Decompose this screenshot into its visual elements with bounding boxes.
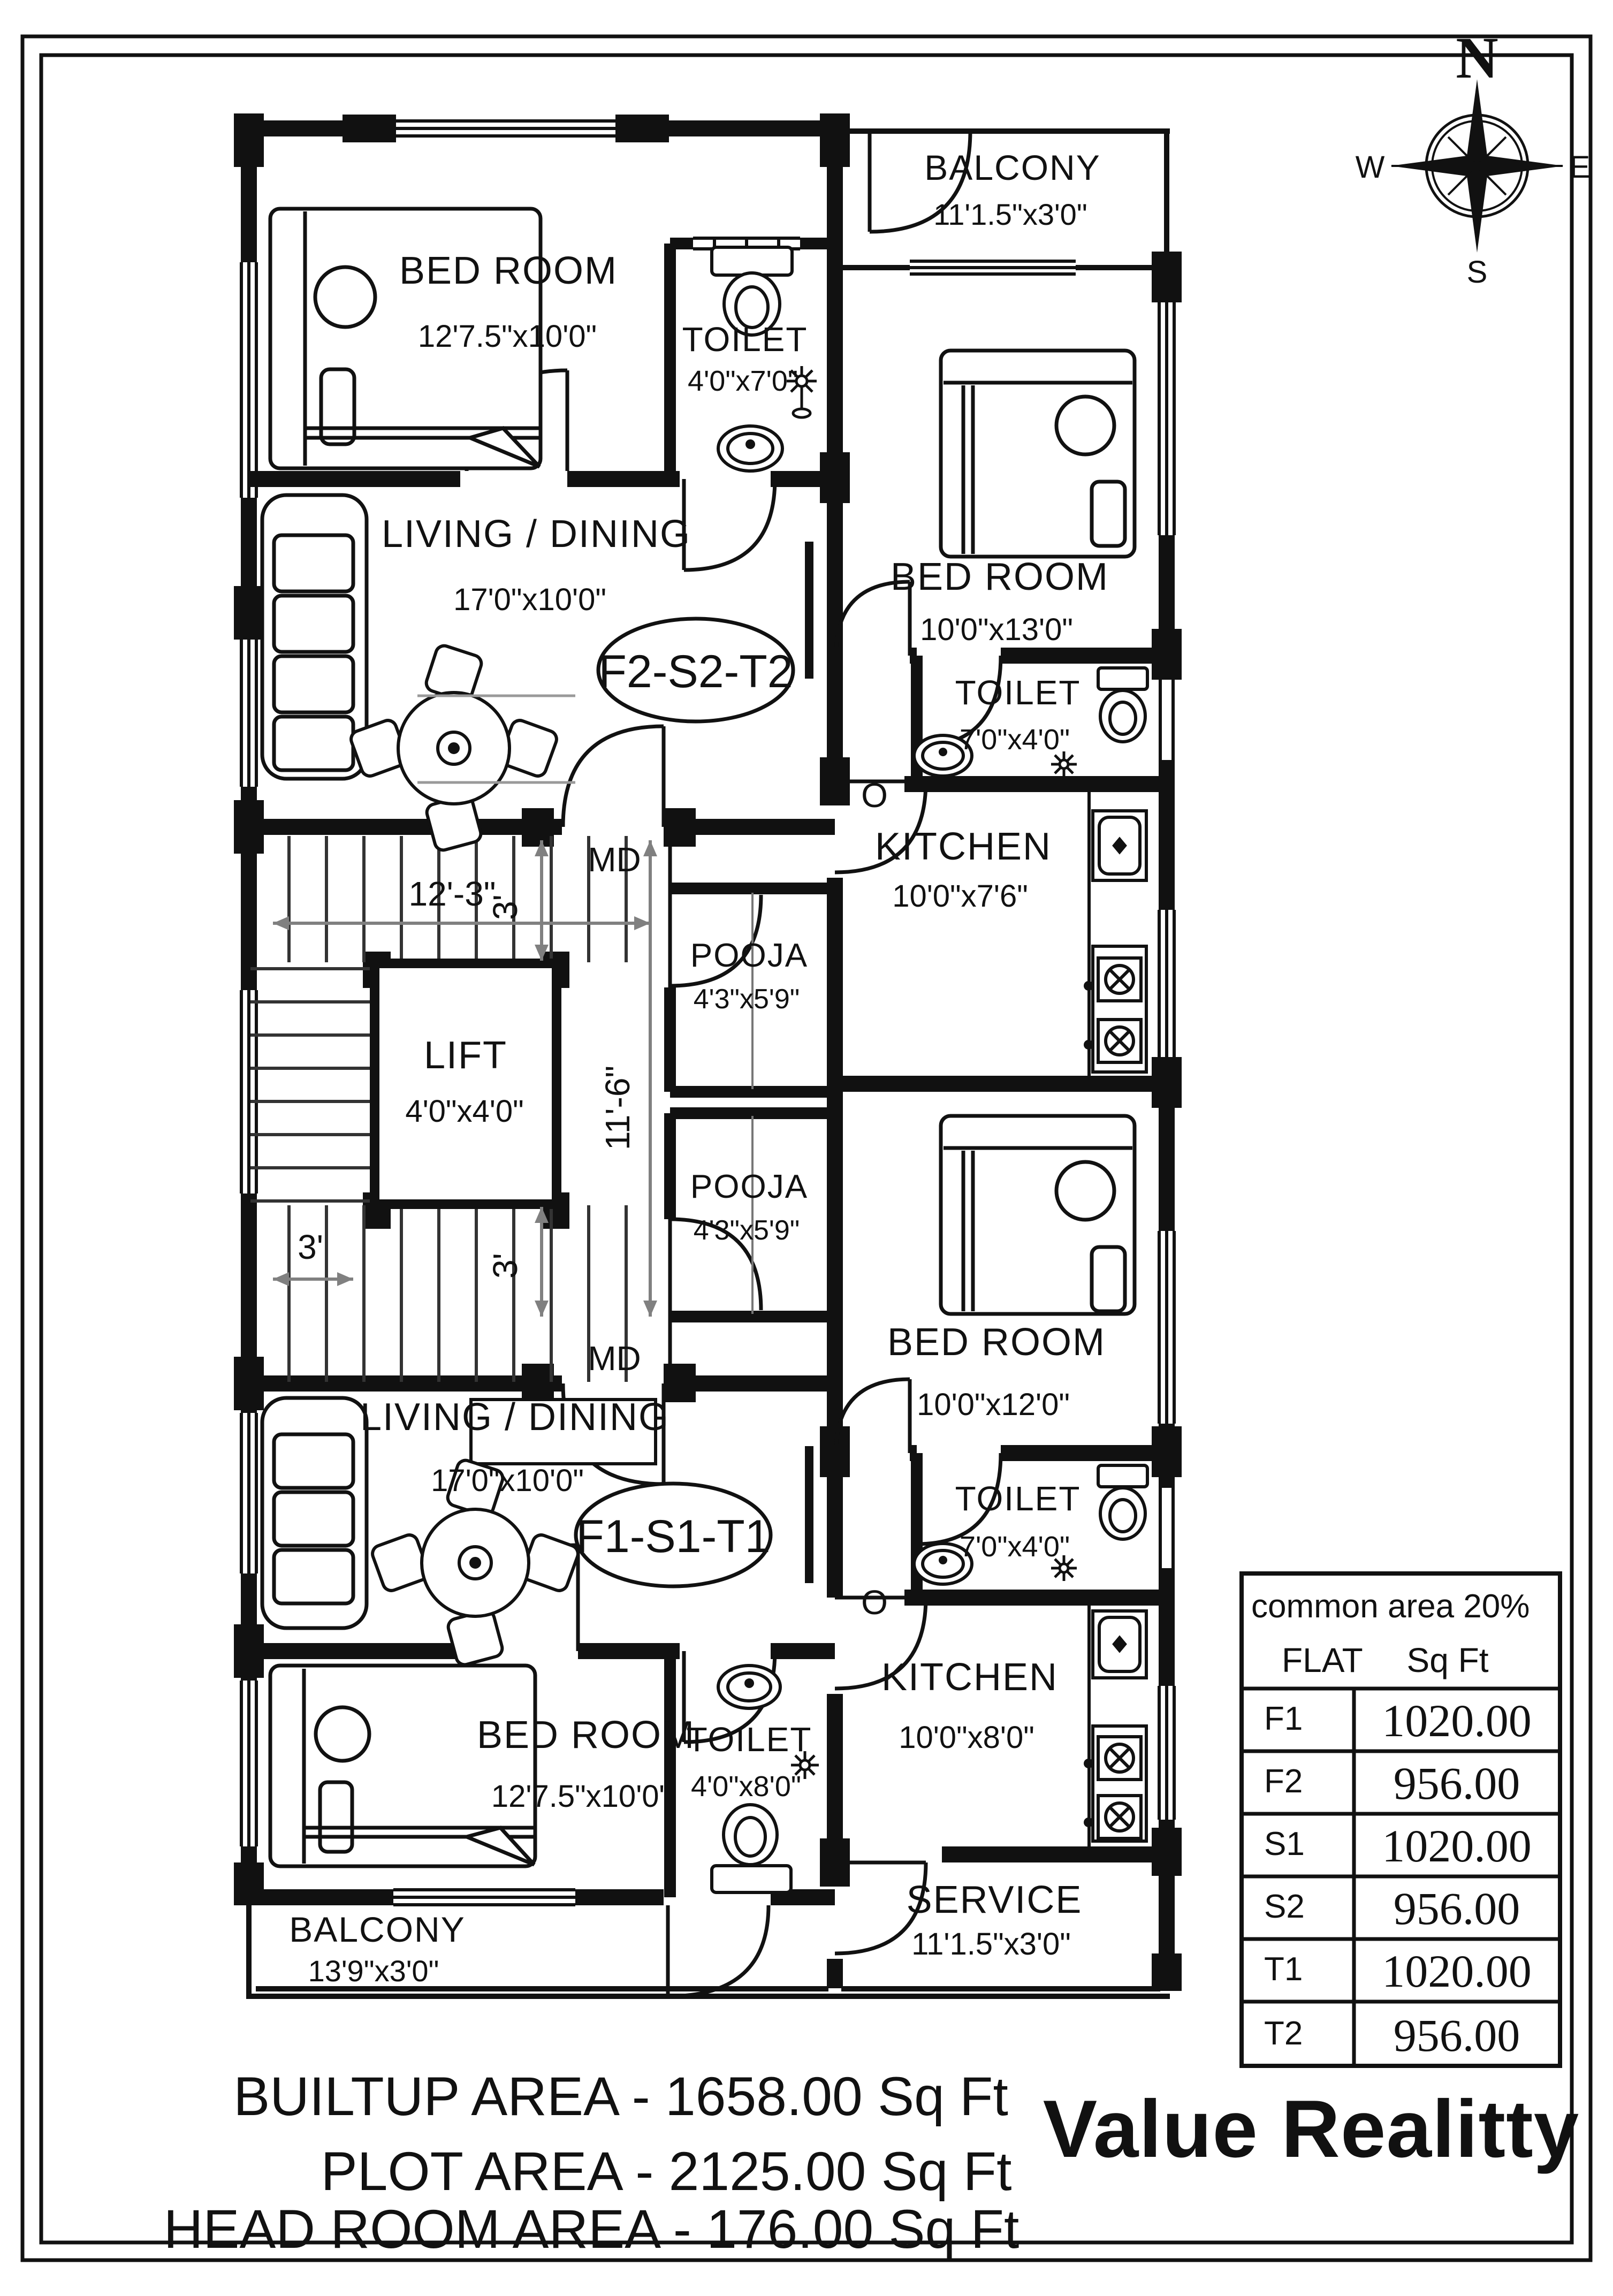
bed [270,1666,535,1866]
room-label-pooja-f1 [690,1168,808,1246]
svg-text:TOILET: TOILET [955,673,1081,712]
window-icon [391,118,626,139]
kitchen-counter [1085,1598,1146,1854]
svg-text:BED ROOM: BED ROOM [890,556,1109,598]
window-icon [910,261,1076,274]
svg-text:11'1.5"x3'0": 11'1.5"x3'0" [933,197,1087,231]
lift-shaft [375,963,557,1204]
table-cell: 1020.00 [1382,1820,1532,1872]
svg-text:4'3"x5'9": 4'3"x5'9" [693,984,800,1015]
svg-text:POOJA: POOJA [690,1168,809,1205]
svg-text:10'0"x7'6": 10'0"x7'6" [892,879,1028,914]
svg-text:BALCONY: BALCONY [289,1910,466,1949]
room-label-bedroom-f2-right [891,556,1109,647]
room-label-kitchen-f1 [881,1656,1058,1755]
area-summary [164,2066,1019,2260]
compass-south-label: S [1466,255,1488,290]
svg-text:BED ROOM: BED ROOM [399,249,618,292]
svg-text:KITCHEN: KITCHEN [874,825,1052,868]
svg-text:SERVICE: SERVICE [906,1879,1083,1921]
compass-rose [1356,25,1591,290]
svg-text:4'0"x7'0": 4'0"x7'0" [687,365,798,397]
svg-text:LIVING / DINING: LIVING / DINING [381,513,691,556]
opening-mark-upper: O [861,776,888,815]
table-cell: F2 [1264,1763,1303,1800]
bed [941,1116,1135,1314]
stove-icon [1085,946,1146,1072]
table-col-sqft: Sq Ft [1406,1641,1489,1679]
svg-text:12'7.5"x10'0": 12'7.5"x10'0" [417,319,597,354]
stove-icon [1085,1726,1146,1841]
builtup-area-text: BUILTUP AREA - 1658.00 Sq Ft [233,2066,1008,2127]
dim-landing-left: 3' [298,1228,323,1266]
svg-text:BED ROOM: BED ROOM [476,1714,696,1757]
svg-text:KITCHEN: KITCHEN [881,1656,1059,1699]
svg-text:10'0"x8'0": 10'0"x8'0" [899,1720,1034,1755]
window-icon [241,632,256,787]
svg-text:LIFT: LIFT [423,1034,508,1077]
svg-text:7'0"x4'0": 7'0"x4'0" [959,1531,1070,1563]
brand-name: Value Realitty [1043,2084,1580,2175]
table-cell: F1 [1264,1700,1303,1737]
door-arc-icon [563,726,664,827]
table-cell: T2 [1264,2015,1303,2052]
room-label-service [907,1879,1083,1962]
svg-text:17'0"x10'0": 17'0"x10'0" [453,582,606,617]
sink-icon [1093,811,1146,880]
svg-text:7'0"x4'0": 7'0"x4'0" [959,724,1070,756]
kitchen-counter [1085,784,1146,1084]
sink-icon [1093,1611,1146,1678]
unit-label-lower: F1-S1-T1 [576,1511,771,1562]
table-cell: 1020.00 [1382,1945,1532,1997]
stair-treads-landing [250,969,375,1201]
dim-stair-height: 11'-6" [598,1065,637,1151]
svg-text:13'9"x3'0": 13'9"x3'0" [308,1954,439,1988]
room-label-bedroom-f1-right [887,1321,1106,1422]
table-cell: 956.00 [1393,1758,1520,1809]
svg-text:10'0"x13'0": 10'0"x13'0" [920,612,1073,647]
svg-text:4'0"x8'0": 4'0"x8'0" [690,1770,802,1803]
svg-text:11'1.5"x3'0": 11'1.5"x3'0" [911,1927,1071,1962]
room-label-balcony-f2 [924,148,1100,231]
plot-area-text: PLOT AREA - 2125.00 Sq Ft [321,2141,1012,2202]
headroom-area-text: HEAD ROOM AREA - 176.00 Sq Ft [163,2199,1019,2260]
table-cell: T1 [1264,1951,1303,1988]
window-icon [1160,680,1173,760]
svg-text:BED ROOM: BED ROOM [887,1321,1106,1364]
tv-unit [805,1446,813,1583]
window-icon [241,990,256,1193]
stair-treads-lower [289,1205,626,1382]
svg-text:10'0"x12'0": 10'0"x12'0" [917,1387,1070,1422]
svg-text:4'3"x5'9": 4'3"x5'9" [693,1215,800,1246]
svg-text:12'7.5"x10'0": 12'7.5"x10'0" [491,1779,671,1814]
room-label-pooja-f2 [690,937,808,1015]
window-icon [241,262,256,498]
table-cell: S2 [1264,1888,1305,1925]
table-cell: 1020.00 [1382,1695,1532,1746]
unit-label-upper: F2-S2-T2 [598,646,793,697]
room-label-kitchen-f2 [875,825,1052,914]
window-icon [241,1681,256,1846]
svg-text:BALCONY: BALCONY [924,148,1101,187]
tv-unit [805,542,813,679]
window-icon [1159,1686,1174,1820]
opening-mark-lower: O [861,1583,888,1622]
table-title: common area 20% [1251,1588,1530,1625]
table-cell: 956.00 [1393,2010,1520,2061]
svg-text:4'0"x4'0": 4'0"x4'0" [405,1094,524,1129]
svg-text:POOJA: POOJA [690,937,809,974]
main-door-mark-lower: MD [588,1339,641,1378]
room-label-toilet-f1-right [955,1479,1081,1563]
window-icon [1159,300,1174,535]
area-table [1242,1573,1560,2066]
dim-stair-width: 12'-3" [408,875,496,913]
main-door-mark-upper: MD [588,840,641,879]
window-icon [1160,1488,1173,1568]
toilet-fixtures [712,247,817,471]
room-label-balcony-f1 [289,1910,465,1988]
svg-text:TOILET: TOILET [686,1720,812,1759]
svg-text:17'0"x10'0": 17'0"x10'0" [431,1463,584,1498]
dim-landing-bottom: 3' [486,1253,524,1279]
compass-north-label: N [1456,25,1498,90]
room-label-toilet-f1-mid [687,1720,812,1803]
window-icon [1159,1231,1174,1424]
window-icon [1159,910,1174,1060]
table-col-flat: FLAT [1282,1641,1363,1679]
dim-landing-top: 3' [486,894,524,920]
compass-east-label: E [1569,150,1591,185]
table-cell: S1 [1264,1826,1305,1862]
table-cell: 956.00 [1393,1883,1520,1934]
room-label-toilet-f2-mid [682,320,808,397]
room-label-toilet-f2-right [955,673,1081,756]
compass-west-label: W [1355,150,1385,185]
window-icon [241,1413,256,1573]
door-arc-icon [668,1905,769,1996]
svg-text:TOILET: TOILET [955,1479,1081,1518]
svg-text:TOILET: TOILET [682,320,808,359]
room-label-living-f2 [382,513,691,617]
window-icon [393,1890,575,1905]
compass-star-icon [1390,79,1564,253]
sofa [262,1398,367,1628]
door-arc-icon [684,479,775,570]
bed [941,351,1135,557]
svg-text:LIVING / DINING: LIVING / DINING [360,1396,670,1439]
